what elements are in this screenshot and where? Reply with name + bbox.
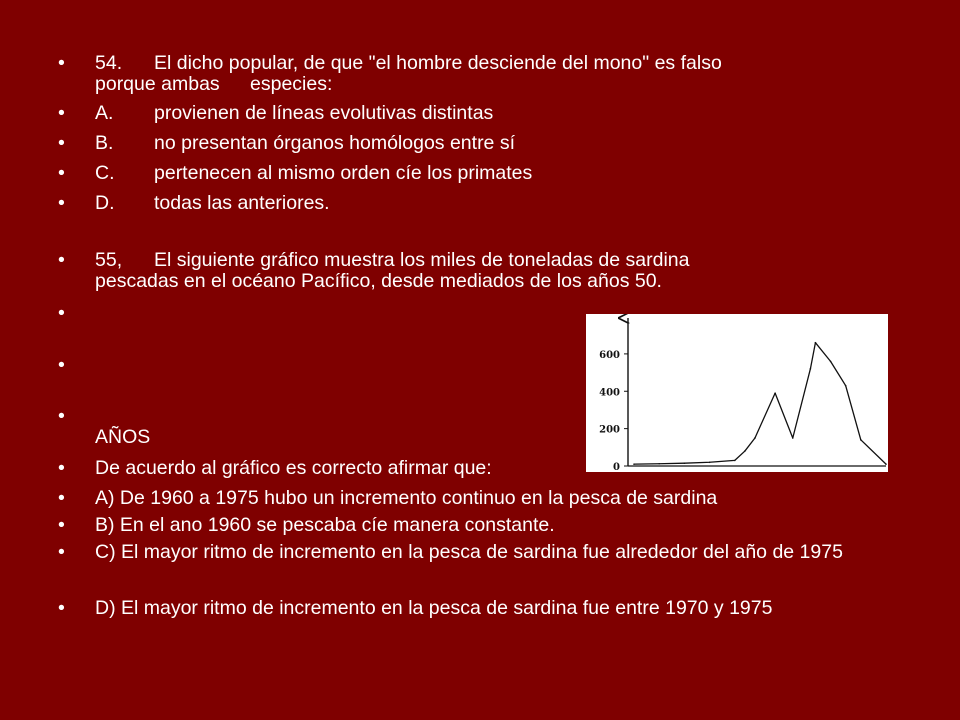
data-point <box>633 463 635 465</box>
option-text: provienen de líneas evolutivas distintas <box>154 102 494 124</box>
data-point <box>830 361 832 363</box>
q55-number: 55, <box>95 249 123 271</box>
option-letter: A. <box>95 102 114 124</box>
data-point <box>734 460 736 462</box>
bullet: • <box>58 162 65 184</box>
data-point <box>774 392 776 394</box>
data-point <box>845 385 847 387</box>
q55-stem-line1: El siguiente gráfico muestra los miles de toneladas de sardina <box>154 249 690 271</box>
bullet: • <box>58 354 65 376</box>
sardine-catch-chart <box>586 314 888 472</box>
bullet: • <box>58 541 65 563</box>
option-letter: C. <box>95 162 115 184</box>
bullet: • <box>58 302 65 324</box>
q54-number: 54. <box>95 52 123 74</box>
bullet: • <box>58 487 65 509</box>
bullet: • <box>58 52 65 74</box>
bullet: • <box>58 597 65 619</box>
option-text: no presentan órganos homólogos entre sí <box>154 132 515 154</box>
data-point <box>709 461 711 463</box>
data-point <box>754 437 756 439</box>
bullet: • <box>58 132 65 154</box>
option-text: pertenecen al mismo orden cíe los primates <box>154 162 533 184</box>
y-tick-label: 600 <box>599 349 620 361</box>
bullet: • <box>58 457 65 479</box>
bullet: • <box>58 192 65 214</box>
data-point <box>815 342 817 344</box>
option-text: todas las anteriores. <box>154 192 330 214</box>
data-point <box>744 450 746 452</box>
years-axis-label: AÑOS <box>95 426 151 448</box>
q54-stem-line1: El dicho popular, de que "el hombre desciende del mono" es falso <box>154 52 722 74</box>
chart-svg <box>586 314 888 472</box>
option-letter: B. <box>95 132 114 154</box>
y-tick-label: 0 <box>613 462 620 472</box>
data-point <box>684 462 686 464</box>
q54-stem-line2b: especies: <box>250 73 333 95</box>
bullet: • <box>58 102 65 124</box>
y-tick-label: 200 <box>599 424 620 436</box>
data-point <box>885 463 887 465</box>
data-point <box>810 368 812 370</box>
data-point <box>658 463 660 465</box>
bullet: • <box>58 249 65 271</box>
bullet: • <box>58 514 65 536</box>
q54-stem-line2a: porque ambas <box>95 73 220 95</box>
option-letter: D. <box>95 192 115 214</box>
series-line-sardina <box>634 343 886 464</box>
q55-stem-line2: pescadas en el océano Pacífico, desde mediados de los años 50. <box>95 270 662 292</box>
data-point <box>860 439 862 441</box>
data-point <box>792 437 794 439</box>
bullet: • <box>58 405 65 427</box>
y-tick-label: 400 <box>599 387 620 399</box>
